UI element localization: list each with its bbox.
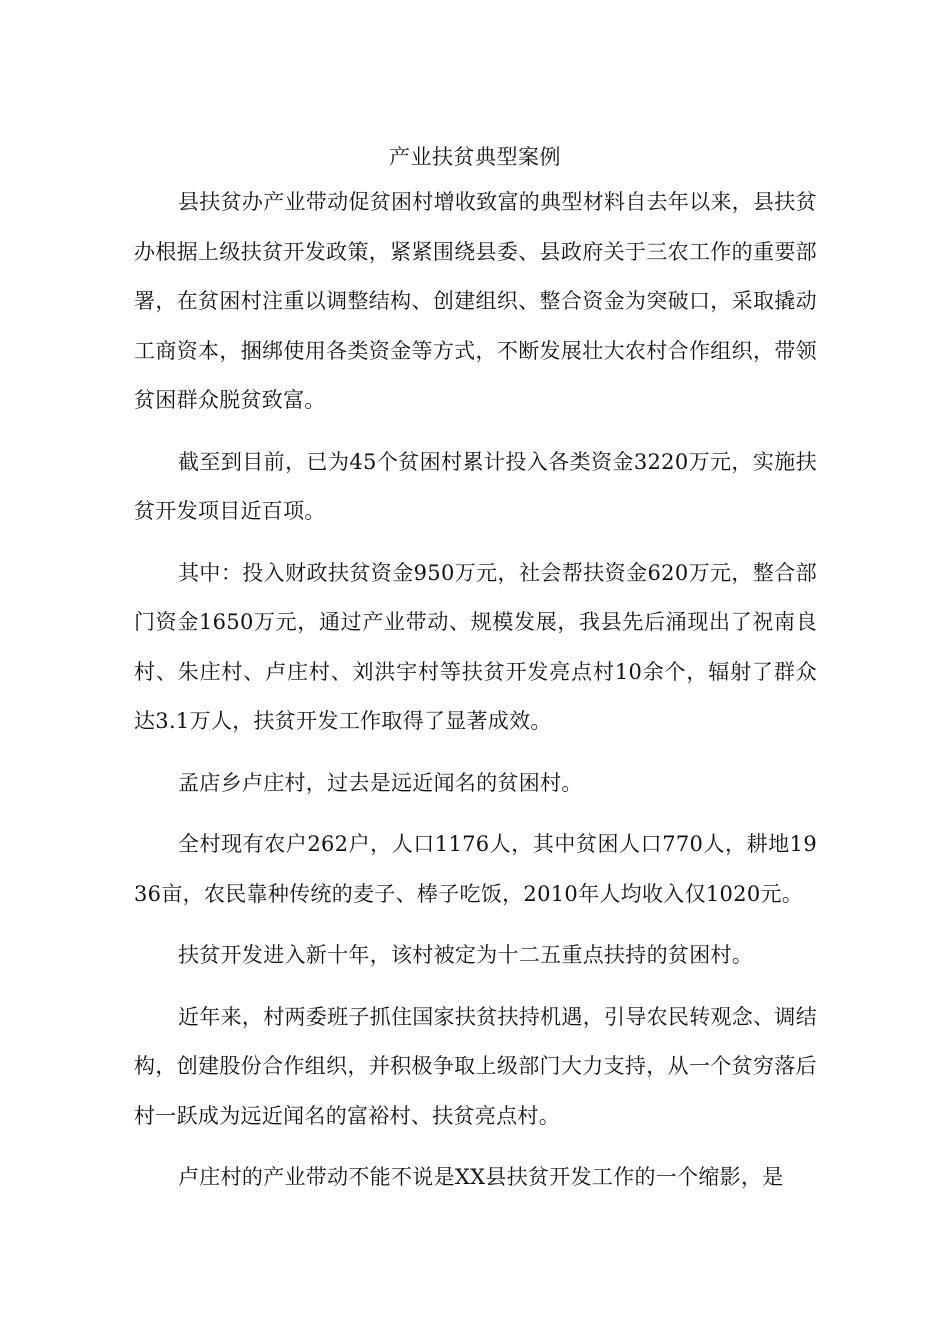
document-body	[134, 178, 817, 1203]
paragraph-village-stats: 全村现有农户262户，人口1176人，其中贫困人口770人，耕地1936亩，农民靠种传统的麦子、棒子吃饭，2010年人均收入仅1020元。	[134, 832, 817, 906]
paragraph-luzhuang-history: 孟店乡卢庄村，过去是远近闻名的贫困村。	[178, 770, 583, 795]
paragraph-intro: 县扶贫办产业带动促贫困村增收致富的典型材料自去年以来，县扶贫办根据上级扶贫开发政策，紧紧围绕县委、县政府关于三农工作的重要部署，在贫困村注重以调整结构、创建组织、整合资金为突破口，采取撬动工商资本，捆绑使用各类资金等方式，不断发展壮大农村合作组织，带领贫困群众脱贫致富。	[134, 190, 817, 412]
paragraph-recent-years: 近年来，村两委班子抓住国家扶贫扶持机遇，引导农民转观念、调结构，创建股份合作组织，并积极争取上级部门大力支持，从一个贫穷落后村一跃成为远近闻名的富裕村、扶贫亮点村。	[134, 1004, 817, 1128]
paragraph-key-village: 扶贫开发进入新十年，该村被定为十二五重点扶持的贫困村。	[178, 943, 754, 967]
paragraph-funding-breakdown: 其中：投入财政扶贫资金950万元，社会帮扶资金620万元，整合部门资金1650万元，通过产业带动、规模发展，我县先后涌现出了祝南良村、朱庄村、卢庄村、刘洪宇村等扶贫开发亮点村10余个，辐射了群众达3.1万人，扶贫开发工作取得了显著成效。	[134, 560, 817, 733]
document-title: 产业扶贫典型案例	[389, 145, 561, 169]
paragraph-investment-total: 截至到目前，已为45个贫困村累计投入各类资金3220万元，实施扶贫开发项目近百项。	[134, 449, 817, 523]
paragraph-epitome: 卢庄村的产业带动不能不说是XX县扶贫开发工作的一个缩影，是	[178, 1165, 784, 1189]
